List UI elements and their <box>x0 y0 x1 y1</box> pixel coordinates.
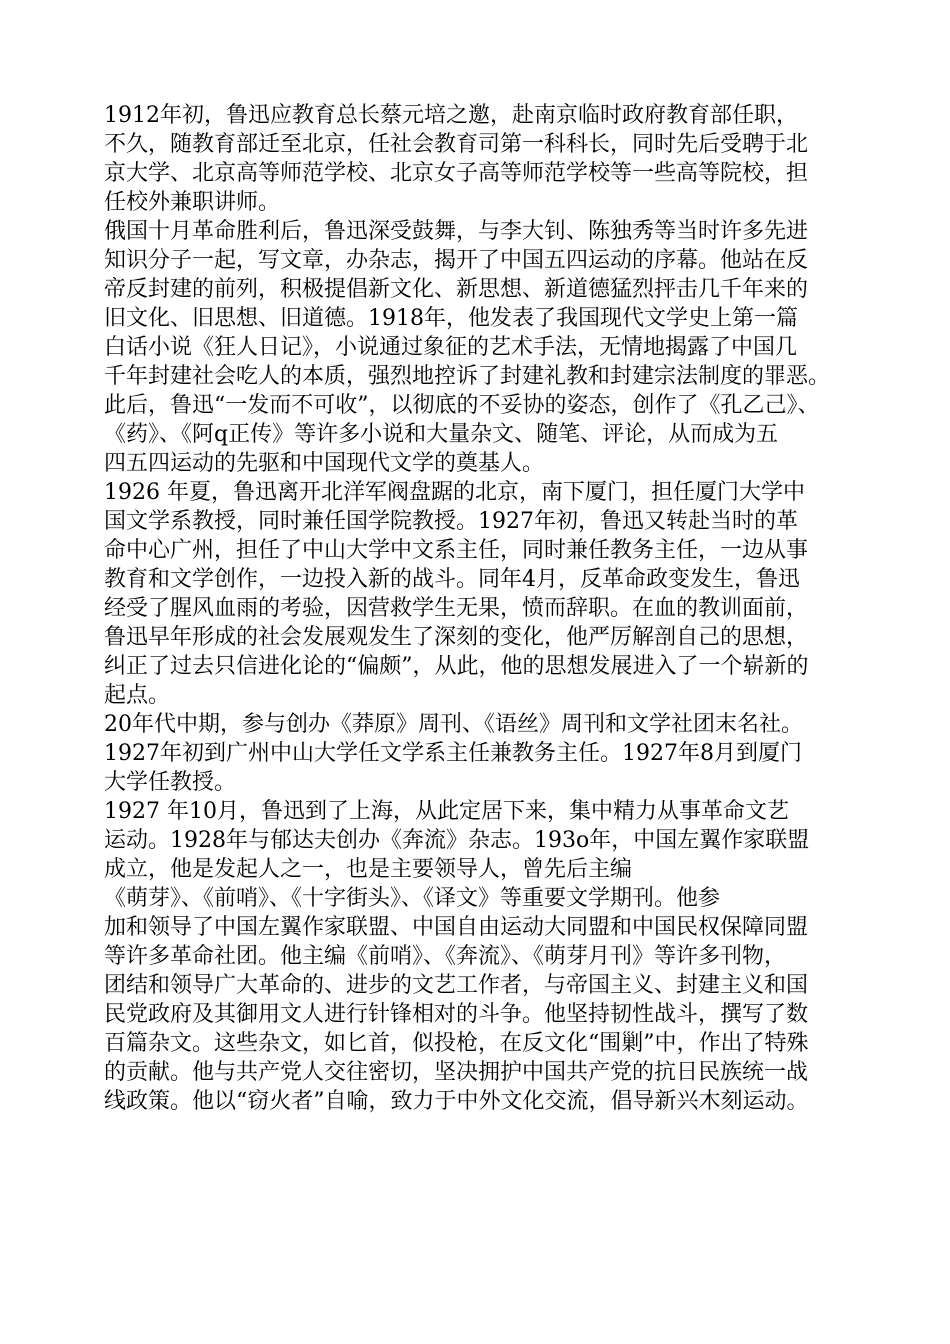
text-line: 《药》、《阿q正传》等许多小说和大量杂文、随笔、评论，从而成为五 <box>104 422 779 447</box>
text-line: 旧文化、旧思想、旧道德。1918年，他发表了我国现代文学史上第一篇 <box>104 306 798 331</box>
text-line: 教育和文学创作，一边投入新的战斗。同年4月，反革命政变发生，鲁迅 <box>104 567 800 592</box>
text-line: 成立，他是发起人之一，也是主要领导人，曾先后主编 <box>104 857 633 882</box>
text-line: 国文学系教授，同时兼任国学院教授。1927年初，鲁迅又转赴当时的革 <box>104 509 798 534</box>
text-line: 京大学、北京高等师范学校、北京女子高等师范学校等一些高等院校，担 <box>104 161 809 186</box>
text-line: 20年代中期，参与创办《莽原》周刊、《语丝》周刊和文学社团末名社。 <box>104 712 803 737</box>
text-line: 俄国十月革命胜利后，鲁迅深受鼓舞，与李大钊、陈独秀等当时许多先进 <box>104 219 809 244</box>
text-line: 团结和领导广大革命的、进步的文艺工作者，与帝国主义、封建主义和国 <box>104 973 809 998</box>
text-line: 知识分子一起，写文章，办杂志，揭开了中国五四运动的序幕。他站在反 <box>104 248 809 273</box>
text-line: 起点。 <box>104 683 171 708</box>
text-line: 任校外兼职讲师。 <box>104 190 281 215</box>
text-line: 1927年初到广州中山大学任文学系主任兼教务主任。1927年8月到厦门 <box>104 741 802 766</box>
text-line: 线政策。他以“窃火者”自喻，致力于中外文化交流，倡导新兴木刻运动。 <box>104 1089 809 1114</box>
text-line: 四五四运动的先驱和中国现代文学的奠基人。 <box>104 451 545 476</box>
text-line: 经受了腥风血雨的考验，因营救学生无果，愤而辞职。在血的教训面前， <box>104 596 809 621</box>
text-line: 等许多革命社团。他主编《前哨》、《奔流》、《萌芽月刊》等许多刊物， <box>104 944 787 969</box>
text-line: 白话小说《狂人日记》，小说通过象征的艺术手法，无情地揭露了中国几 <box>104 335 798 360</box>
text-line: 的贡献。他与共产党人交往密切，坚决拥护中国共产党的抗日民族统一战 <box>104 1060 809 1085</box>
text-line: 百篇杂文。这些杂文，如匕首，似投枪，在反文化“围剿”中，作出了特殊 <box>104 1031 809 1056</box>
text-line: 帝反封建的前列，积极提倡新文化、新思想、新道德猛烈抨击几千年来的 <box>104 277 809 302</box>
text-line: 大学任教授。 <box>104 770 237 795</box>
text-line: 纠正了过去只信进化论的“偏颇”，从此，他的思想发展进入了一个崭新的 <box>104 654 809 679</box>
text-line: 此后，鲁迅“一发而不可收”，以彻底的不妥协的姿态，创作了《孔乙己》、 <box>104 393 820 418</box>
text-line: 民党政府及其御用文人进行针锋相对的斗争。他坚持韧性战斗，撰写了数 <box>104 1002 809 1027</box>
text-line: 运动。1928年与郁达夫创办《奔流》杂志。193o年，中国左翼作家联盟 <box>104 828 810 853</box>
text-line: 加和领导了中国左翼作家联盟、中国自由运动大同盟和中国民权保障同盟 <box>104 915 809 940</box>
text-line: 不久，随教育部迁至北京，任社会教育司第一科科长，同时先后受聘于北 <box>104 132 809 157</box>
text-line: 鲁迅早年形成的社会发展观发生了深刻的变化，他严厉解剖自己的思想， <box>104 625 809 650</box>
text-line: 1926 年夏，鲁迅离开北洋军阀盘踞的北京，南下厦门，担任厦门大学中 <box>104 480 805 505</box>
text-line: 命中心广州，担任了中山大学中文系主任，同时兼任教务主任，一边从事 <box>104 538 809 563</box>
text-line: 1912年初，鲁迅应教育总长蔡元培之邀，赴南京临时政府教育部任职， <box>104 103 798 128</box>
text-line: 1927 年10月，鲁迅到了上海，从此定居下来，集中精力从事革命文艺 <box>104 799 789 824</box>
text-line: 千年封建社会吃人的本质，强烈地控诉了封建礼教和封建宗法制度的罪恶。 <box>104 364 831 389</box>
text-line: 《萌芽》、《前哨》、《十字街头》、《译文》等重要文学期刊。他参 <box>104 886 721 911</box>
document-body <box>104 101 904 1116</box>
